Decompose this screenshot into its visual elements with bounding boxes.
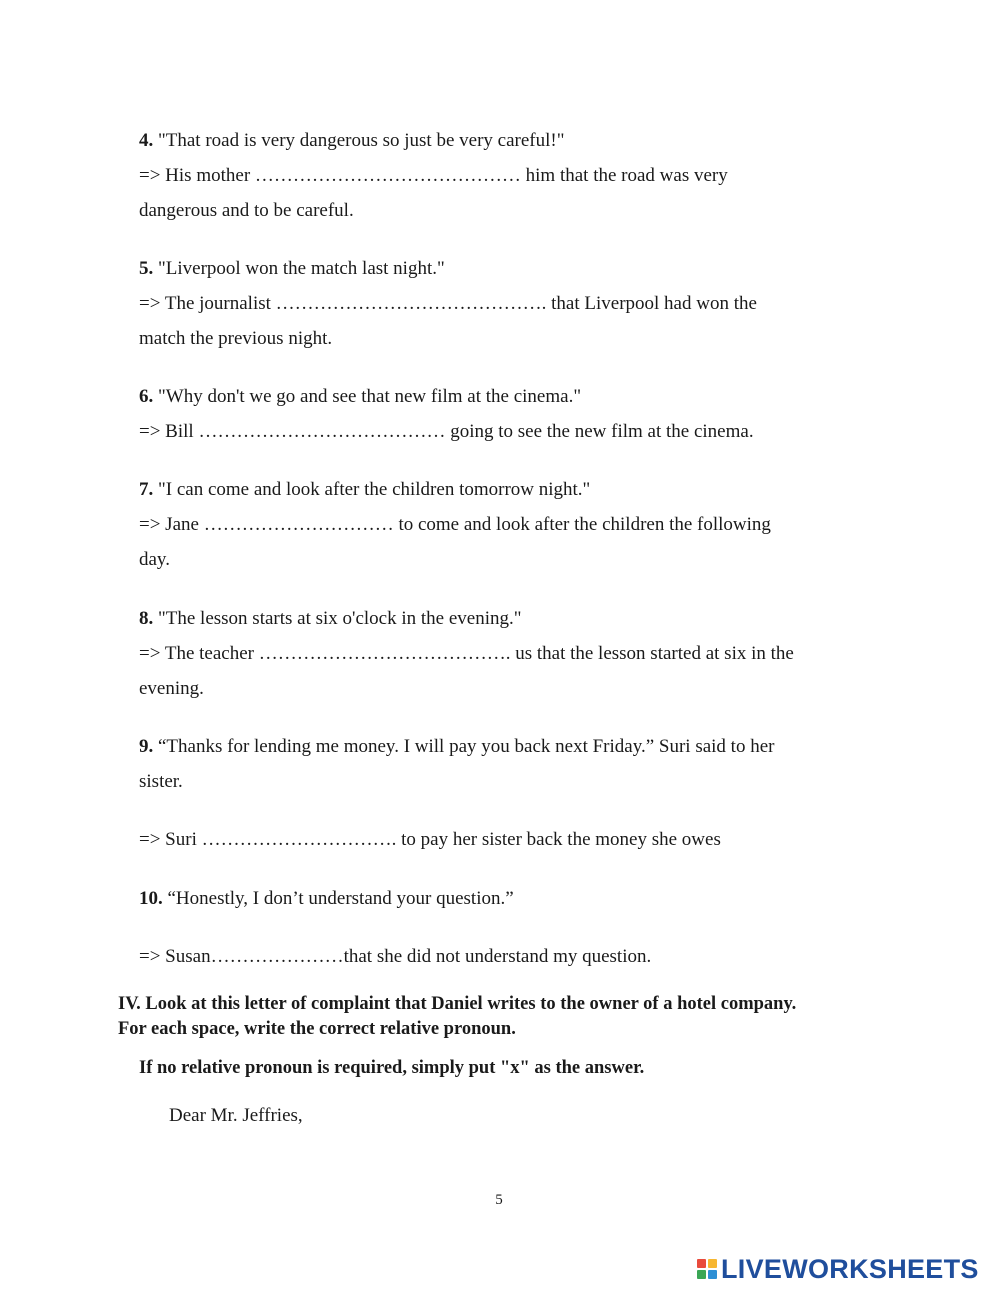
- question-number: 7.: [139, 479, 154, 500]
- question-quote: “Thanks for lending me money. I will pay you back next Friday.” Suri said to her: [153, 736, 775, 757]
- section-iv-heading: IV. Look at this letter of complaint that Daniel writes to the owner of a hotel company.: [118, 994, 797, 1014]
- section-iv-heading-continuation: For each space, write the correct relative pronoun.: [118, 1019, 516, 1039]
- liveworksheets-logo: [697, 1254, 979, 1284]
- question-number: 4.: [139, 130, 154, 151]
- question-9-prompt-continuation: sister.: [139, 771, 183, 792]
- question-4-answer-line: => His mother …………………………………… him that the road was very: [139, 165, 728, 186]
- question-10-answer-line: => Susan…………………that she did not understand my question.: [139, 946, 652, 967]
- brand-name: LIVEWORKSHEETS: [721, 1254, 979, 1284]
- question-quote: "Why don't we go and see that new film at the cinema.": [153, 386, 582, 407]
- liveworksheets-grid-icon: [697, 1259, 717, 1279]
- logo-square-red: [697, 1259, 706, 1268]
- question-6-answer-line: => Bill ………………………………… going to see the new film at the cinema.: [139, 421, 754, 442]
- question-9-answer-line: => Suri …………………………. to pay her sister back the money she owes: [139, 829, 721, 850]
- logo-square-green: [697, 1270, 706, 1279]
- question-5-answer-continuation: match the previous night.: [139, 328, 333, 349]
- question-quote: "The lesson starts at six o'clock in the evening.": [153, 608, 522, 629]
- question-7-answer-line: => Jane ………………………… to come and look after the children the following: [139, 514, 771, 535]
- question-5-prompt: [139, 257, 445, 281]
- page-number: 5: [495, 1192, 503, 1208]
- question-quote: "That road is very dangerous so just be very careful!": [153, 130, 565, 151]
- question-quote: "Liverpool won the match last night.": [153, 258, 445, 279]
- question-6-prompt: [139, 385, 581, 409]
- logo-square-yellow: [708, 1259, 717, 1268]
- question-4-answer-continuation: dangerous and to be careful.: [139, 200, 354, 221]
- question-quote: “Honestly, I don’t understand your question.”: [162, 888, 514, 909]
- question-number: 9.: [139, 736, 154, 757]
- question-8-answer-continuation: evening.: [139, 678, 204, 699]
- question-10-prompt: [139, 887, 514, 911]
- section-iv-instruction: If no relative pronoun is required, simply put "x" as the answer.: [139, 1058, 645, 1078]
- question-number: 10.: [139, 888, 163, 909]
- question-9-prompt: [139, 735, 774, 759]
- question-7-prompt: [139, 478, 590, 502]
- question-8-answer-line: => The teacher …………………………………. us that the lesson started at six in the: [139, 643, 794, 664]
- question-5-answer-line: => The journalist ……………………………………. that Liverpool had won the: [139, 293, 757, 314]
- question-4-prompt: [139, 129, 564, 153]
- letter-salutation: Dear Mr. Jeffries,: [169, 1105, 303, 1126]
- question-number: 6.: [139, 386, 154, 407]
- question-quote: "I can come and look after the children tomorrow night.": [153, 479, 591, 500]
- question-7-answer-continuation: day.: [139, 549, 170, 570]
- logo-square-blue: [708, 1270, 717, 1279]
- question-number: 8.: [139, 608, 154, 629]
- question-number: 5.: [139, 258, 154, 279]
- question-8-prompt: [139, 607, 522, 631]
